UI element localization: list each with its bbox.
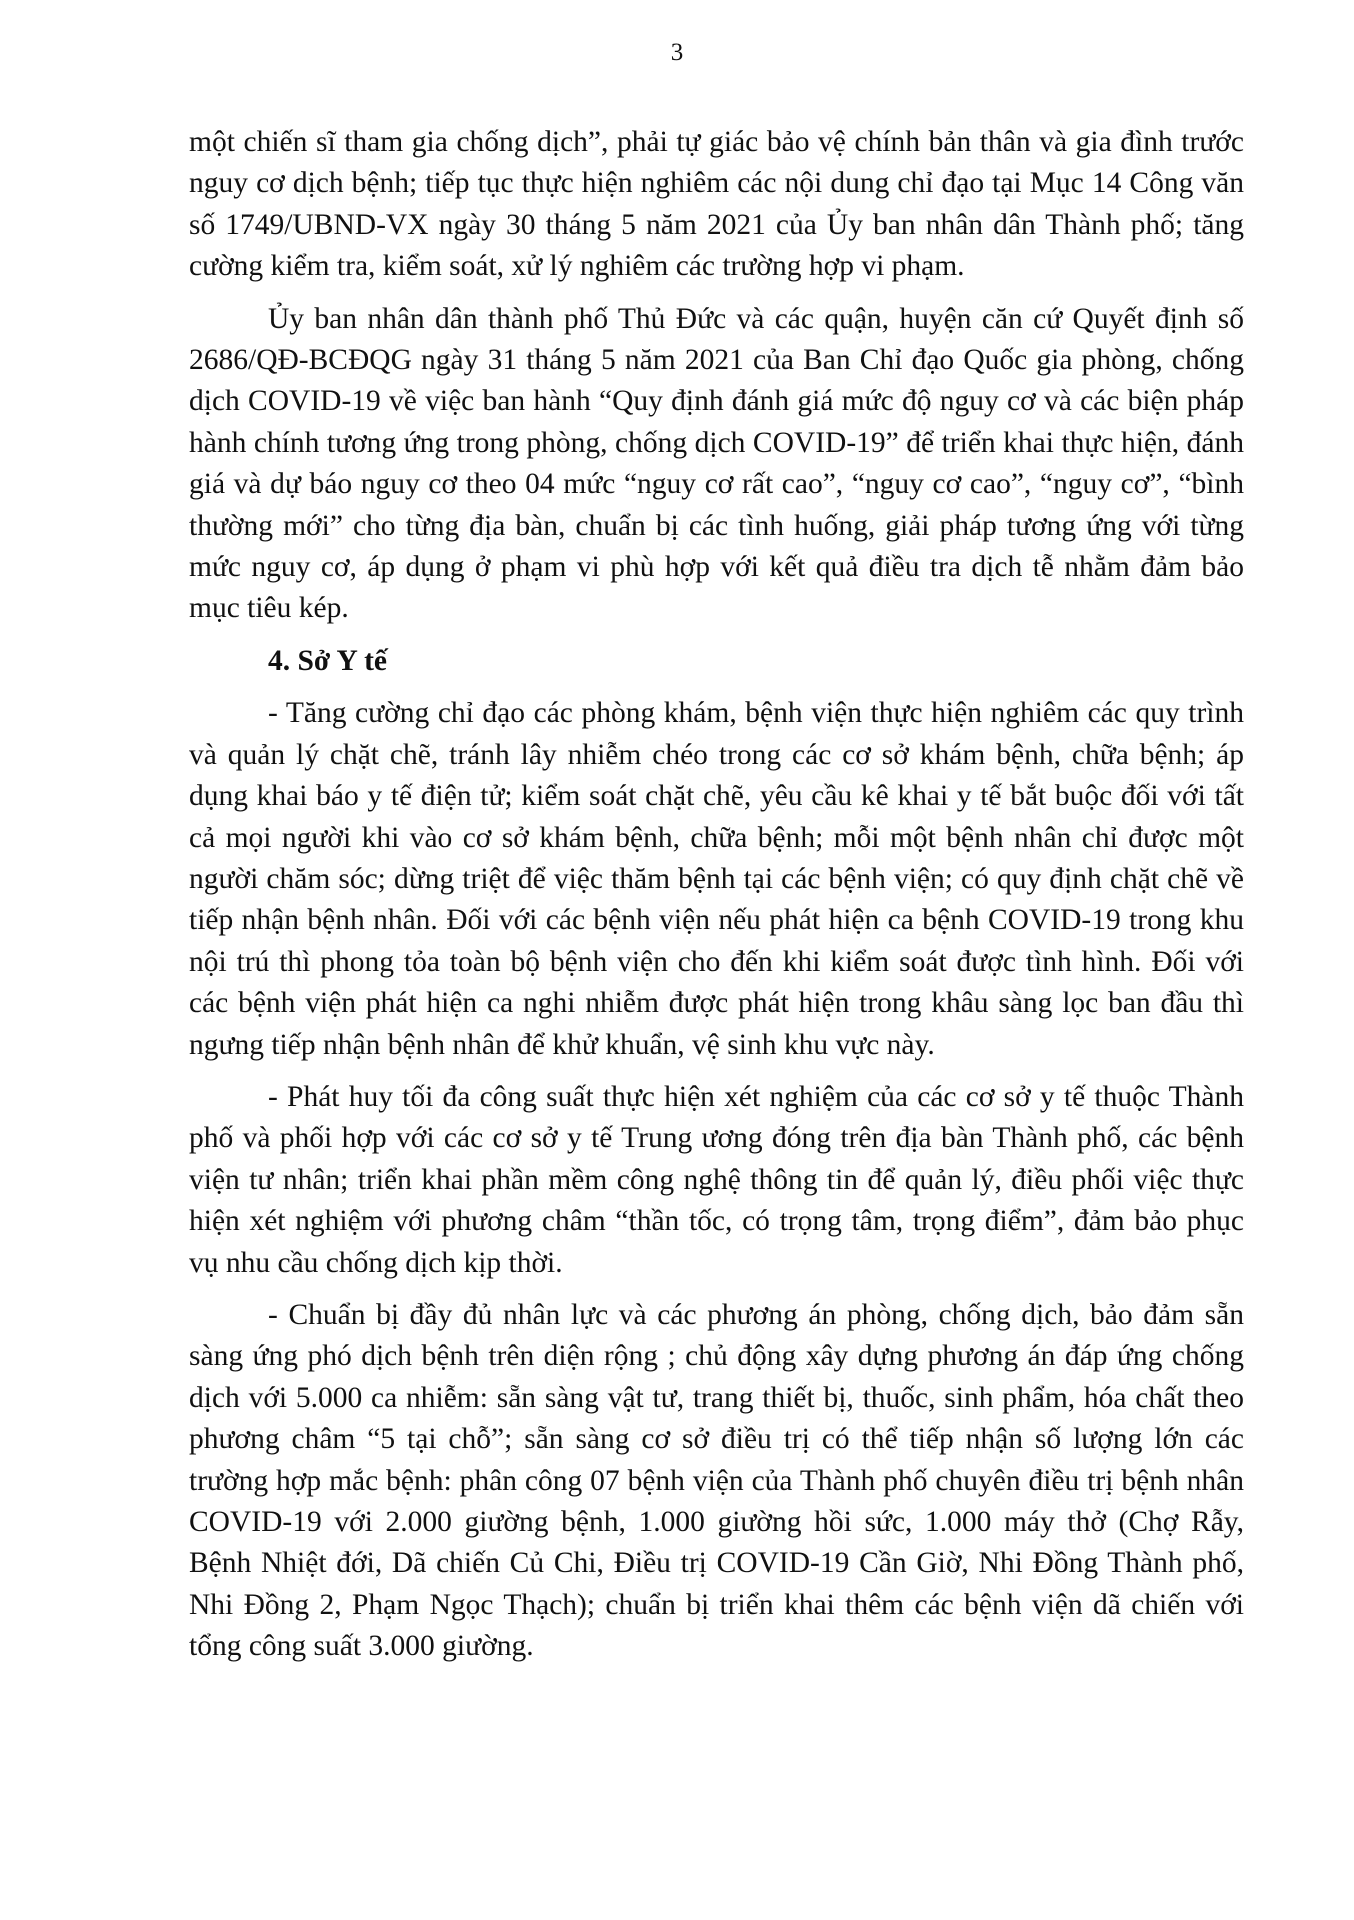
page-number: 3	[670, 39, 684, 66]
paragraph-continuation: một chiến sĩ tham gia chống dịch”, phải tự giác bảo vệ chính bản thân và gia đình trước nguy cơ dịch bệnh; tiếp tục thực hiện nghiêm các nội dung chỉ đạo tại Mục 14 Công văn số 1749/UBND-VX ngày 30 tháng 5 năm 2021 của Ủy ban nhân dân Thành phố; tăng cường kiểm tra, kiểm soát, xử lý nghiêm các trường hợp vi phạm.	[189, 126, 1244, 283]
paragraph-testing-capacity: - Phát huy tối đa công suất thực hiện xét nghiệm của các cơ sở y tế thuộc Thành phố và phối hợp với các cơ sở y tế Trung ương đóng trên địa bàn Thành phố, các bệnh viện tư nhân; triển khai phần mềm công nghệ thông tin để quản lý, điều phối việc thực hiện xét nghiệm với phương châm “thần tốc, có trọng tâm, trọng điểm”, đảm bảo phục vụ nhu cầu chống dịch kịp thời.	[189, 1080, 1244, 1279]
paragraph-thu-duc-districts: Ủy ban nhân dân thành phố Thủ Đức và các quận, huyện căn cứ Quyết định số 2686/QĐ-BCĐQG ngày 31 tháng 5 năm 2021 của Ban Chỉ đạo Quốc gia phòng, chống dịch COVID-19 về việc ban hành “Quy định đánh giá mức độ nguy cơ và các biện pháp hành chính tương ứng trong phòng, chống dịch COVID-19” để triển khai thực hiện, đánh giá và dự báo nguy cơ theo 04 mức “nguy cơ rất cao”, “nguy cơ cao”, “nguy cơ”, “bình thường mới” cho từng địa bàn, chuẩn bị các tình huống, giải pháp tương ứng với từng mức nguy cơ, áp dụng ở phạm vi phù hợp với kết quả điều tra dịch tễ nhằm đảm bảo mục tiêu kép.	[189, 302, 1244, 625]
paragraph-hospital-control: - Tăng cường chỉ đạo các phòng khám, bệnh viện thực hiện nghiêm các quy trình và quản lý chặt chẽ, tránh lây nhiễm chéo trong các cơ sở khám bệnh, chữa bệnh; áp dụng khai báo y tế điện tử; kiểm soát chặt chẽ, yêu cầu kê khai y tế bắt buộc đối với tất cả mọi người khi vào cơ sở khám bệnh, chữa bệnh; mỗi một bệnh nhân chỉ được một người chăm sóc; dừng triệt để việc thăm bệnh tại các bệnh viện; có quy định chặt chẽ về tiếp nhận bệnh nhân. Đối với các bệnh viện nếu phát hiện ca bệnh COVID-19 trong khu nội trú thì phong tỏa toàn bộ bệnh viện cho đến khi kiểm soát được tình hình. Đối với các bệnh viện phát hiện ca nghi nhiễm được phát hiện trong khâu sàng lọc ban đầu thì ngưng tiếp nhận bệnh nhân để khử khuẩn, vệ sinh khu vực này.	[189, 697, 1244, 1061]
document-body	[189, 122, 1244, 1679]
paragraph-preparedness: - Chuẩn bị đầy đủ nhân lực và các phương án phòng, chống dịch, bảo đảm sẵn sàng ứng phó dịch bệnh trên diện rộng ; chủ động xây dựng phương án đáp ứng chống dịch với 5.000 ca nhiễm: sẵn sàng vật tư, trang thiết bị, thuốc, sinh phẩm, hóa chất theo phương châm “5 tại chỗ”; sẵn sàng cơ sở điều trị có thể tiếp nhận số lượng lớn các trường hợp mắc bệnh: phân công 07 bệnh viện của Thành phố chuyên điều trị bệnh nhân COVID-19 với 2.000 giường bệnh, 1.000 giường hồi sức, 1.000 máy thở (Chợ Rẫy, Bệnh Nhiệt đới, Dã chiến Củ Chi, Điều trị COVID-19 Cần Giờ, Nhi Đồng Thành phố, Nhi Đồng 2, Phạm Ngọc Thạch); chuẩn bị triển khai thêm các bệnh viện dã chiến với tổng công suất 3.000 giường.	[189, 1298, 1244, 1663]
section-heading-so-y-te: 4. Sở Y tế	[268, 644, 388, 677]
